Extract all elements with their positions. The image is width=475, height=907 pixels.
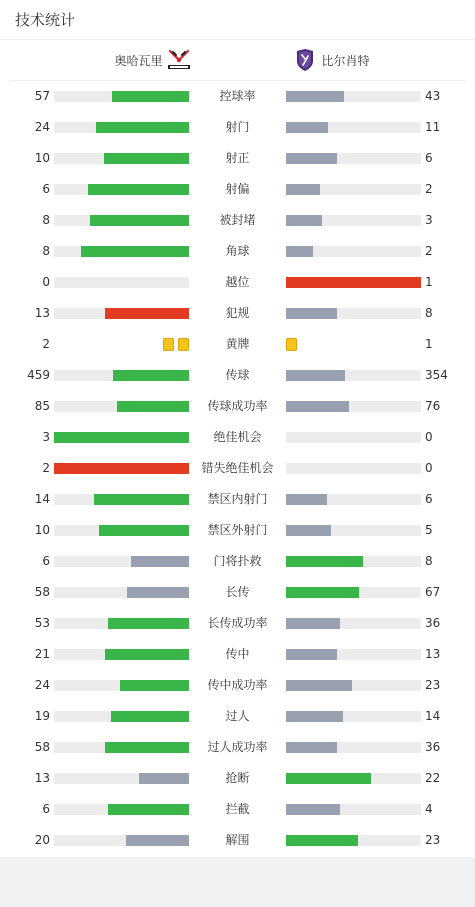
home-value: 19 — [34, 709, 50, 723]
home-value: 20 — [34, 833, 50, 847]
home-bar-track — [54, 742, 189, 753]
stat-label: 角球 — [225, 244, 250, 258]
stat-label: 长传 — [225, 585, 250, 599]
home-value: 6 — [42, 182, 50, 196]
away-value: 6 — [425, 492, 433, 506]
home-bar-fill — [108, 618, 189, 629]
stat-label: 传中成功率 — [207, 678, 268, 692]
stat-row-12 — [0, 422, 475, 453]
away-bar-track — [286, 277, 421, 288]
away-bar-track — [286, 215, 421, 226]
stat-label: 射正 — [225, 151, 250, 165]
yellow-card-icon — [178, 338, 189, 351]
home-bar-fill — [54, 432, 189, 443]
away-bar-track — [286, 401, 421, 412]
away-value: 1 — [425, 337, 433, 351]
away-value: 43 — [425, 89, 441, 103]
yellow-card-icon — [163, 338, 174, 351]
home-team-name: 奥哈瓦里 — [114, 53, 163, 68]
home-bar-fill — [99, 525, 189, 536]
away-bar-fill — [286, 370, 345, 381]
away-value: 2 — [425, 182, 433, 196]
stat-label: 被封堵 — [219, 213, 256, 227]
home-bar-track — [54, 494, 189, 505]
away-bar-track — [286, 711, 421, 722]
away-value: 2 — [425, 244, 433, 258]
stat-row-3 — [0, 143, 475, 174]
stat-label: 传球成功率 — [207, 399, 268, 413]
away-bar-fill — [286, 649, 337, 660]
stat-row-24 — [0, 794, 475, 825]
home-bar-fill — [112, 91, 189, 102]
away-bar-track — [286, 91, 421, 102]
home-bar-fill — [94, 494, 189, 505]
stat-row-18 — [0, 608, 475, 639]
stat-label: 门将扑救 — [213, 554, 262, 568]
stat-label: 绝佳机会 — [213, 430, 262, 444]
stat-row-22 — [0, 732, 475, 763]
home-value: 6 — [42, 802, 50, 816]
stat-row-13 — [0, 453, 475, 484]
stat-row-8 — [0, 298, 475, 329]
home-bar-track — [54, 277, 189, 288]
away-bar-fill — [286, 525, 331, 536]
away-bar-track — [286, 556, 421, 567]
stat-label: 长传成功率 — [207, 616, 268, 630]
stat-row-14 — [0, 484, 475, 515]
away-bar-track — [286, 804, 421, 815]
away-value: 5 — [425, 523, 433, 537]
teams-header — [9, 40, 466, 81]
away-bar-fill — [286, 122, 328, 133]
home-bar-fill — [113, 370, 189, 381]
home-bar-fill — [117, 401, 189, 412]
home-bar-fill — [108, 804, 189, 815]
home-bar-fill — [88, 184, 189, 195]
home-bar-fill — [96, 122, 189, 133]
away-value: 23 — [425, 833, 441, 847]
stat-row-6 — [0, 236, 475, 267]
home-value: 57 — [34, 89, 50, 103]
stat-label: 过人成功率 — [207, 740, 268, 754]
stat-row-17 — [0, 577, 475, 608]
away-yellow-cards — [286, 338, 297, 351]
home-bar-fill — [120, 680, 189, 691]
stat-label: 犯规 — [225, 306, 250, 320]
home-bar-fill — [81, 246, 189, 257]
stat-label: 越位 — [225, 275, 250, 289]
stat-label: 射偏 — [225, 182, 250, 196]
stat-label: 控球率 — [219, 89, 256, 103]
away-bar-track — [286, 122, 421, 133]
away-bar-fill — [286, 184, 320, 195]
stat-row-16 — [0, 546, 475, 577]
home-bar-track — [54, 370, 189, 381]
stat-label: 过人 — [225, 709, 250, 723]
away-bar-track — [286, 184, 421, 195]
home-value: 8 — [42, 244, 50, 258]
stat-label: 传球 — [225, 368, 250, 382]
away-bar-fill — [286, 680, 352, 691]
home-bar-fill — [111, 711, 189, 722]
away-bar-track — [286, 618, 421, 629]
away-bar-track — [286, 742, 421, 753]
stat-row-20 — [0, 670, 475, 701]
stat-label: 黄牌 — [225, 337, 250, 351]
home-bar-track — [54, 308, 189, 319]
stat-row-1 — [0, 81, 475, 112]
home-bar-track — [54, 680, 189, 691]
away-value: 1 — [425, 275, 433, 289]
away-bar-track — [286, 773, 421, 784]
home-value: 3 — [42, 430, 50, 444]
stat-label: 抢断 — [225, 771, 250, 785]
away-bar-fill — [286, 215, 322, 226]
stat-row-19 — [0, 639, 475, 670]
away-team-logo-icon — [293, 48, 317, 72]
stat-row-2 — [0, 112, 475, 143]
away-bar-track — [286, 587, 421, 598]
home-team[interactable] — [114, 40, 237, 80]
home-bar-track — [54, 184, 189, 195]
away-bar-fill — [286, 804, 340, 815]
home-bar-track — [54, 835, 189, 846]
away-bar-fill — [286, 711, 343, 722]
home-yellow-cards — [163, 338, 189, 351]
home-value: 2 — [42, 461, 50, 475]
stat-label: 禁区外射门 — [207, 523, 268, 537]
home-bar-track — [54, 773, 189, 784]
home-bar-track — [54, 525, 189, 536]
home-value: 13 — [34, 306, 50, 320]
home-bar-fill — [127, 587, 189, 598]
away-value: 76 — [425, 399, 441, 413]
home-value: 0 — [42, 275, 50, 289]
stats-list — [0, 81, 475, 856]
home-bar-fill — [90, 215, 189, 226]
home-bar-track — [54, 463, 189, 474]
home-value: 58 — [34, 740, 50, 754]
away-value: 0 — [425, 430, 433, 444]
stat-label: 禁区内射门 — [207, 492, 268, 506]
home-value: 24 — [34, 678, 50, 692]
home-team-logo-icon — [167, 48, 191, 72]
away-bar-fill — [286, 153, 337, 164]
away-bar-fill — [286, 277, 421, 288]
section-title: 技术统计 — [0, 0, 475, 40]
home-value: 58 — [34, 585, 50, 599]
away-bar-fill — [286, 308, 337, 319]
stat-row-9 — [0, 329, 475, 360]
away-bar-fill — [286, 773, 371, 784]
stat-row-10 — [0, 360, 475, 391]
away-bar-fill — [286, 246, 313, 257]
away-value: 14 — [425, 709, 441, 723]
home-bar-track — [54, 804, 189, 815]
stat-row-7 — [0, 267, 475, 298]
away-bar-fill — [286, 401, 349, 412]
stat-row-11 — [0, 391, 475, 422]
home-bar-track — [54, 153, 189, 164]
stat-label: 错失绝佳机会 — [201, 461, 274, 475]
away-bar-fill — [286, 835, 358, 846]
home-value: 14 — [34, 492, 50, 506]
away-value: 8 — [425, 554, 433, 568]
stat-row-25 — [0, 825, 475, 856]
stat-row-21 — [0, 701, 475, 732]
home-value: 13 — [34, 771, 50, 785]
away-bar-track — [286, 835, 421, 846]
away-value: 8 — [425, 306, 433, 320]
away-value: 354 — [425, 368, 448, 382]
away-bar-track — [286, 432, 421, 443]
stat-label: 射门 — [225, 120, 250, 134]
away-value: 67 — [425, 585, 441, 599]
away-bar-track — [286, 308, 421, 319]
away-bar-track — [286, 680, 421, 691]
home-bar-fill — [131, 556, 189, 567]
home-bar-track — [54, 401, 189, 412]
away-value: 23 — [425, 678, 441, 692]
away-bar-track — [286, 525, 421, 536]
away-value: 6 — [425, 151, 433, 165]
away-bar-fill — [286, 556, 363, 567]
stat-row-4 — [0, 174, 475, 205]
home-value: 6 — [42, 554, 50, 568]
home-bar-track — [54, 556, 189, 567]
home-bar-fill — [104, 153, 189, 164]
stat-label: 解围 — [225, 833, 250, 847]
home-value: 459 — [27, 368, 50, 382]
home-bar-track — [54, 246, 189, 257]
home-value: 53 — [34, 616, 50, 630]
stat-row-15 — [0, 515, 475, 546]
away-bar-track — [286, 370, 421, 381]
away-bar-fill — [286, 91, 344, 102]
away-value: 36 — [425, 616, 441, 630]
home-bar-track — [54, 587, 189, 598]
home-value: 10 — [34, 151, 50, 165]
away-bar-track — [286, 246, 421, 257]
home-value: 21 — [34, 647, 50, 661]
home-bar-track — [54, 122, 189, 133]
away-team-name: 比尔肖特 — [321, 53, 370, 68]
home-bar-track — [54, 91, 189, 102]
home-bar-fill — [54, 463, 189, 474]
home-bar-fill — [105, 742, 189, 753]
away-bar-track — [286, 494, 421, 505]
stat-label: 拦截 — [225, 802, 250, 816]
away-value: 13 — [425, 647, 441, 661]
away-team[interactable] — [238, 40, 370, 80]
away-bar-fill — [286, 742, 337, 753]
stat-label: 传中 — [225, 647, 250, 661]
home-bar-fill — [139, 773, 189, 784]
away-value: 0 — [425, 461, 433, 475]
away-value: 11 — [425, 120, 441, 134]
home-bar-fill — [105, 649, 189, 660]
stat-row-23 — [0, 763, 475, 794]
stat-row-5 — [0, 205, 475, 236]
home-value: 2 — [42, 337, 50, 351]
home-bar-track — [54, 649, 189, 660]
away-bar-track — [286, 463, 421, 474]
away-bar-fill — [286, 494, 327, 505]
home-bar-track — [54, 432, 189, 443]
away-bar-track — [286, 649, 421, 660]
away-value: 22 — [425, 771, 441, 785]
away-value: 3 — [425, 213, 433, 227]
home-bar-track — [54, 711, 189, 722]
home-bar-fill — [105, 308, 189, 319]
home-value: 8 — [42, 213, 50, 227]
away-bar-fill — [286, 587, 359, 598]
home-value: 85 — [34, 399, 50, 413]
home-bar-track — [54, 215, 189, 226]
home-value: 24 — [34, 120, 50, 134]
home-bar-track — [54, 618, 189, 629]
home-bar-fill — [126, 835, 189, 846]
yellow-card-icon — [286, 338, 297, 351]
away-value: 36 — [425, 740, 441, 754]
away-value: 4 — [425, 802, 433, 816]
home-value: 10 — [34, 523, 50, 537]
away-bar-track — [286, 153, 421, 164]
away-bar-fill — [286, 618, 340, 629]
